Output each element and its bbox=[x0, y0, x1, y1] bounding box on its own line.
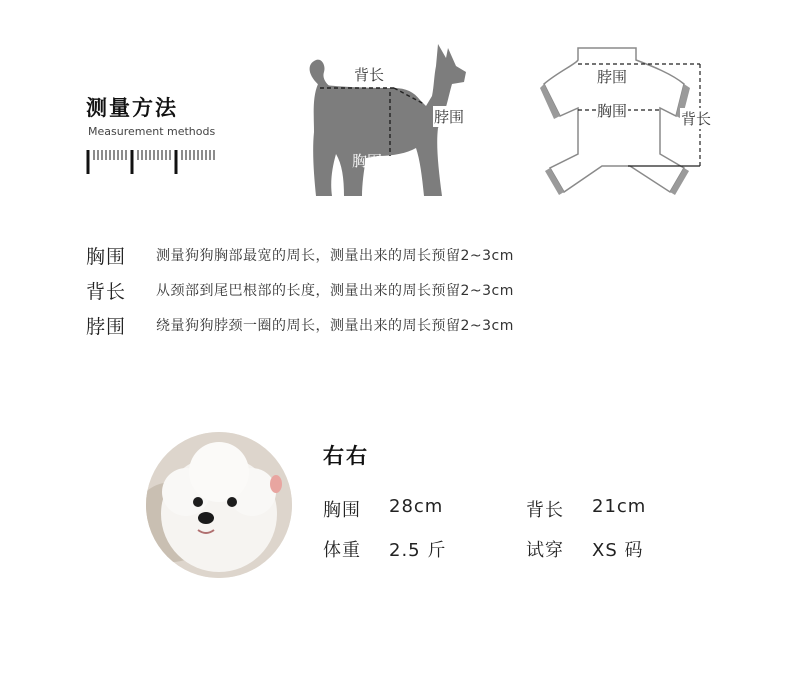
pet-back-label: 背长 bbox=[526, 500, 564, 521]
description-text: 测量狗狗胸部最宽的周长，测量出来的周长预留2~3cm bbox=[156, 248, 514, 264]
pet-back-value: 21cm bbox=[592, 496, 647, 517]
description-row-neck bbox=[86, 310, 514, 340]
pet-weight-label: 体重 bbox=[323, 540, 361, 561]
page-title: 测量方法 bbox=[86, 96, 178, 120]
pet-chest-stat bbox=[323, 496, 443, 522]
dog-back-label: 背长 bbox=[354, 66, 385, 84]
page-subtitle: Measurement methods bbox=[88, 125, 216, 138]
dog-chest-label: 胸围 bbox=[352, 152, 383, 170]
description-text: 绕量狗狗脖颈一圈的周长，测量出来的周长预留2~3cm bbox=[156, 318, 514, 334]
dog-photo bbox=[146, 432, 292, 578]
description-key: 胸围 bbox=[86, 245, 127, 268]
pet-name: 右右 bbox=[323, 444, 369, 468]
pet-size-label: 试穿 bbox=[526, 540, 564, 561]
pet-back-stat bbox=[526, 496, 646, 522]
garment-neck-label: 脖围 bbox=[597, 68, 628, 86]
garment-length-label: 背长 bbox=[681, 110, 712, 128]
description-row-chest bbox=[86, 240, 514, 270]
pet-weight-stat bbox=[323, 536, 446, 562]
description-text: 从颈部到尾巴根部的长度，测量出来的周长预留2~3cm bbox=[156, 283, 514, 299]
description-key: 脖围 bbox=[86, 315, 127, 338]
description-key: 背长 bbox=[86, 280, 127, 303]
garment-chest-label: 胸围 bbox=[597, 102, 628, 120]
pet-size-stat bbox=[526, 536, 643, 562]
pet-size-value: XS 码 bbox=[592, 540, 644, 561]
dog-measurement-diagram bbox=[298, 36, 488, 202]
description-row-back bbox=[86, 275, 514, 305]
garment-measurement-diagram bbox=[532, 42, 732, 202]
ruler-icon bbox=[86, 146, 218, 176]
pet-chest-label: 胸围 bbox=[323, 500, 361, 521]
pet-weight-value: 2.5 斤 bbox=[389, 540, 447, 561]
pet-chest-value: 28cm bbox=[389, 496, 444, 517]
dog-neck-label: 脖围 bbox=[434, 108, 465, 126]
